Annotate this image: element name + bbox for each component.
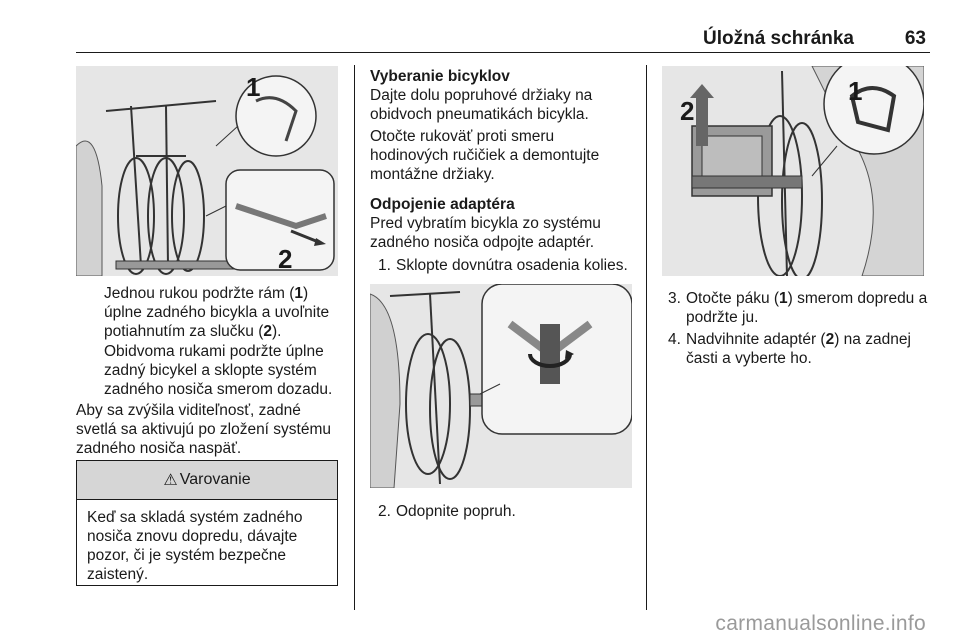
column-divider (646, 65, 647, 610)
bike-carrier-illustration-1 (76, 66, 338, 276)
strap-drawing (370, 284, 632, 488)
adapter-illustration (662, 66, 924, 276)
callout-2: 2 (680, 96, 695, 126)
paragraph-adapter: Pred vybratím bicykla zo systému zadného nosiča odpojte adaptér. (370, 215, 601, 251)
section-title: Úložná schránka (703, 28, 854, 49)
adapter-drawing (662, 66, 924, 276)
instruction-paragraph-1: Jednou rukou podržte rám (1) úplne zadného bicykla a uvoľnite potiahnutím za slučku (2). (104, 285, 330, 340)
callout-2: 2 (278, 244, 293, 274)
warning-header (77, 461, 337, 500)
instruction-paragraph-2: Obidvoma rukami podržte úplne zadný bicykel a sklopte systém zadného nosiča smerom dozadu. (104, 343, 333, 398)
callout-1: 1 (246, 72, 261, 102)
warning-triangle-icon: ⚠ (163, 472, 178, 489)
watermark: carmanualsonline.info (715, 612, 926, 635)
info-paragraph: Aby sa zvýšila viditeľnosť, zadné svetlá sa aktivujú po zložení systému zadného nosiča naspäť. (76, 402, 332, 457)
page-header (76, 22, 930, 53)
callout-1: 1 (848, 76, 863, 106)
bike-carrier-illustration-2 (370, 284, 632, 488)
paragraph-straps: Dajte dolu popruhové držiaky na obidvoch pneumatikách bicykla. (370, 87, 593, 123)
warning-box (76, 460, 338, 586)
heading-remove-bicycles: Vyberanie bicyklov (370, 68, 510, 85)
warning-title: Varovanie (179, 471, 251, 488)
page-number: 63 (904, 28, 926, 49)
column-divider (354, 65, 355, 610)
paragraph-handle: Otočte rukoväť proti smeru hodinových ručičiek a demontujte montážne držiaky. (370, 128, 600, 183)
warning-text: Keď sa skladá systém zadného nosiča znovu dopredu, dávajte pozor, či je systém bezpečne zaistený. (87, 509, 303, 583)
bike-carrier-drawing (76, 66, 338, 276)
heading-disconnect-adapter: Odpojenie adaptéra (370, 196, 515, 213)
